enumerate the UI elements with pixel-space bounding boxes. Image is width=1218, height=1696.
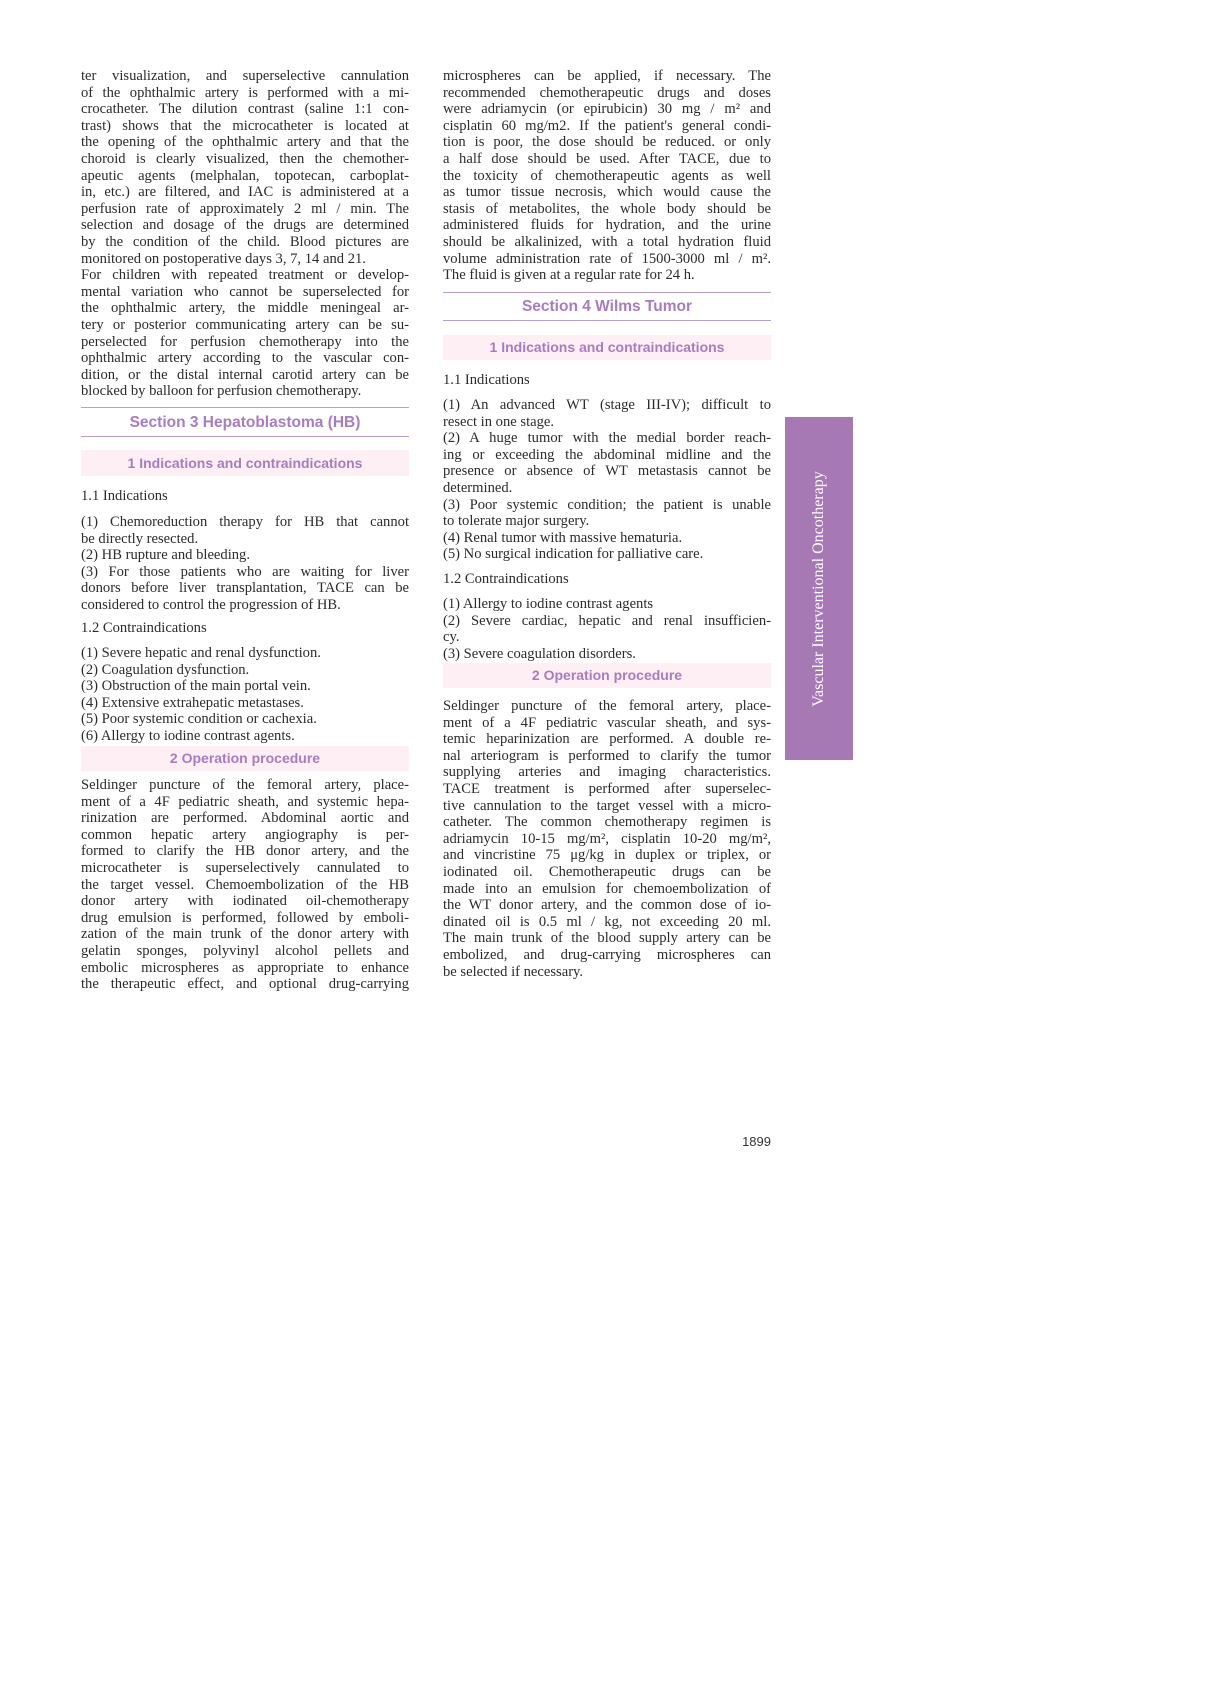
text-line: adriamycin 10-15 mg/m², cisplatin 10-20 mg/m², [443, 830, 771, 847]
text-line: formed to clarify the HB donor artery, and the [81, 843, 409, 860]
text-line: (3) Severe coagulation disorders. [443, 645, 636, 662]
text-line: ment of a 4F pediatric sheath, and systemic hepa- [81, 793, 409, 810]
contraindications-label: 1.2 Contraindications [443, 571, 569, 587]
text-line: For children with repeated treatment or develop- [81, 267, 409, 284]
text-line: TACE treatment is performed after superselec- [443, 780, 771, 797]
text-line: the ophthalmic artery, the middle meningeal ar- [81, 300, 409, 317]
section-divider [81, 436, 409, 437]
section-title: Section 3 Hepatoblastoma (HB) [129, 414, 361, 431]
text-line: temic heparinization are performed. A double re- [443, 731, 771, 748]
text-line: rinization are performed. Abdominal aortic and [81, 810, 409, 827]
text-line: to tolerate major surgery. [443, 513, 590, 530]
chapter-side-tab [785, 417, 853, 760]
text-line: (3) Obstruction of the main portal vein. [81, 678, 311, 695]
subsection-heading: 1 Indications and contraindications [81, 450, 409, 476]
text-line: supplying arteries and imaging characteristics. [443, 764, 771, 781]
text-line: gelatin sponges, polyvinyl alcohol pellets and [81, 942, 409, 959]
text-line: apeutic agents (melphalan, topotecan, carboplat- [81, 167, 409, 184]
text-line: donor artery with iodinated oil-chemotherapy [81, 893, 409, 910]
chapter-side-tab-label: Vascular Interventional Oncotherapy [810, 470, 827, 707]
text-line: common hepatic artery angiography is per- [81, 826, 409, 843]
subsection-heading: 2 Operation procedure [443, 663, 771, 688]
text-block [81, 68, 409, 267]
text-line: (1) Severe hepatic and renal dysfunction. [81, 645, 321, 661]
text-line: embolic microspheres as appropriate to enhance [81, 959, 409, 976]
text-line: microspheres can be applied, if necessary. The [443, 68, 771, 84]
text-line: selection and dosage of the drugs are determined [81, 217, 409, 234]
text-line: presence or absence of WT metastasis cannot be [443, 463, 771, 480]
text-line: in, etc.) are filtered, and IAC is administered at a [81, 184, 409, 201]
text-line: considered to control the progression of HB. [81, 596, 341, 613]
text-block [443, 497, 771, 530]
text-block [81, 645, 409, 662]
text-line: made into an emulsion for chemoembolization of [443, 880, 771, 897]
text-block [81, 695, 409, 712]
subsection-heading: 2 Operation procedure [81, 746, 409, 771]
text-line: the WT donor artery, and the common dose of io- [443, 897, 771, 914]
section-divider [443, 292, 771, 293]
text-line: embolized, and drug-carrying microspheres can [443, 946, 771, 963]
text-line: iodinated oil. Chemotherapeutic drugs can be [443, 863, 771, 880]
text-line: dinated oil is 0.5 ml / kg, not exceeding 20 ml. [443, 913, 771, 930]
text-line: perselected for perfusion chemotherapy into the [81, 333, 409, 350]
section-divider [443, 320, 771, 321]
indications-label: 1.1 Indications [443, 372, 530, 388]
text-line: tion is poor, the dose should be reduced. or only [443, 134, 771, 151]
text-line: recommended chemotherapeutic drugs and doses [443, 84, 771, 101]
text-line: donors before liver transplantation, TACE can be [81, 580, 409, 597]
text-block [81, 777, 409, 993]
subsection-heading: 1 Indications and contraindications [443, 335, 771, 360]
text-line: The fluid is given at a regular rate for 24 h. [443, 267, 695, 284]
text-line: drug emulsion is performed, followed by emboli- [81, 909, 409, 926]
text-block [443, 530, 771, 547]
indications-list [443, 397, 771, 563]
text-line: should be alkalinized, with a total hydration fluid [443, 233, 771, 250]
text-line: (6) Allergy to iodine contrast agents. [81, 727, 295, 744]
text-line: mental variation who cannot be superselected for [81, 283, 409, 300]
text-line: the opening of the ophthalmic artery and that the [81, 134, 409, 151]
page-number: 1899 [742, 1134, 771, 1149]
text-line: (1) Allergy to iodine contrast agents [443, 596, 654, 612]
text-line: ing or exceeding the abdominal midline and the [443, 446, 771, 463]
text-block [81, 514, 409, 547]
text-line: Seldinger puncture of the femoral artery, place- [81, 777, 409, 793]
text-line: (2) A huge tumor with the medial border reach- [443, 430, 771, 447]
text-line: (1) An advanced WT (stage III-IV); difficult to [443, 397, 771, 413]
text-line: (2) Severe cardiac, hepatic and renal insufficien- [443, 612, 771, 629]
section-title: Section 4 Wilms Tumor [521, 298, 693, 315]
text-line: cisplatin 60 mg/m2. If the patient's general condi- [443, 117, 771, 134]
text-line: nal arteriogram is performed to clarify the tumor [443, 747, 771, 764]
text-line: be directly resected. [81, 530, 199, 547]
text-line: (2) Coagulation dysfunction. [81, 661, 250, 678]
text-line: cy. [443, 629, 460, 646]
section-divider [81, 407, 409, 408]
text-line: ment of a 4F pediatric vascular sheath, and sys- [443, 714, 771, 731]
text-line: tery or posterior communicating artery can be su- [81, 316, 409, 333]
text-block [443, 646, 771, 663]
text-block [443, 397, 771, 430]
text-block [443, 430, 771, 496]
text-line: (4) Renal tumor with massive hematuria. [443, 529, 683, 546]
contraindications-label: 1.2 Contraindications [81, 620, 207, 636]
text-block [81, 547, 409, 564]
text-block [443, 68, 771, 284]
text-line: ter visualization, and superselective cannulation [81, 68, 409, 84]
text-line: zation of the main trunk of the donor artery with [81, 926, 409, 943]
text-line: (4) Extensive extrahepatic metastases. [81, 694, 304, 711]
text-line: The main trunk of the blood supply artery can be [443, 930, 771, 947]
text-block [443, 596, 771, 613]
text-line: (5) Poor systemic condition or cachexia. [81, 711, 317, 728]
body-text [443, 68, 771, 284]
text-line: and vincristine 75 μg/kg in duplex or triplex, or [443, 847, 771, 864]
procedure-text [81, 777, 409, 993]
text-block [81, 564, 409, 614]
contraindications-list [443, 596, 771, 662]
text-line: the toxicity of chemotherapeutic agents as well [443, 167, 771, 184]
text-line: (1) Chemoreduction therapy for HB that cannot [81, 514, 409, 530]
text-line: as tumor tissue necrosis, which would cause the [443, 184, 771, 201]
text-block [443, 698, 771, 980]
text-line: stasis of metabolites, the whole body should be [443, 200, 771, 217]
text-line: trast) shows that the microcatheter is located at [81, 117, 409, 134]
text-line: be selected if necessary. [443, 963, 584, 980]
text-line: volume administration rate of 1500-3000 ml / m². [443, 250, 771, 267]
procedure-text [443, 698, 771, 980]
text-block [81, 728, 409, 745]
text-block [443, 546, 771, 563]
text-line: (5) No surgical indication for palliative care. [443, 546, 704, 563]
text-line: catheter. The common chemotherapy regimen is [443, 814, 771, 831]
indications-label: 1.1 Indications [81, 488, 168, 504]
indications-list [81, 514, 409, 614]
text-line: determined. [443, 479, 513, 496]
text-block [443, 613, 771, 646]
text-line: choroid is clearly visualized, then the chemother- [81, 150, 409, 167]
text-block [81, 678, 409, 695]
text-line: of the ophthalmic artery is performed with a mi- [81, 84, 409, 101]
text-block [81, 267, 409, 400]
text-line: microcatheter is superselectively cannulated to [81, 859, 409, 876]
contraindications-list [81, 645, 409, 745]
text-line: the target vessel. Chemoembolization of the HB [81, 876, 409, 893]
text-line: Seldinger puncture of the femoral artery, place- [443, 698, 771, 714]
text-line: dition, or the distal internal carotid artery can be [81, 366, 409, 383]
text-line: by the condition of the child. Blood pictures are [81, 233, 409, 250]
text-line: were adriamycin (or epirubicin) 30 mg / m² and [443, 101, 771, 118]
text-line: (3) For those patients who are waiting for liver [81, 563, 409, 580]
text-line: resect in one stage. [443, 413, 555, 430]
text-line: blocked by balloon for perfusion chemotherapy. [81, 383, 362, 400]
text-block [81, 662, 409, 679]
text-line: ophthalmic artery according to the vascular con- [81, 350, 409, 367]
text-line: a half dose should be used. After TACE, due to [443, 150, 771, 167]
text-line: (3) Poor systemic condition; the patient is unable [443, 496, 771, 513]
text-block [81, 711, 409, 728]
text-line: crocatheter. The dilution contrast (saline 1:1 con- [81, 101, 409, 118]
body-text [81, 68, 409, 400]
text-line: the therapeutic effect, and optional drug-carrying [81, 976, 409, 993]
text-line: administered fluids for hydration, and the urine [443, 217, 771, 234]
text-line: tive cannulation to the target vessel with a micro- [443, 797, 771, 814]
text-line: perfusion rate of approximately 2 ml / min. The [81, 200, 409, 217]
text-line: (2) HB rupture and bleeding. [81, 547, 250, 564]
text-line: monitored on postoperative days 3, 7, 14 and 21. [81, 250, 366, 267]
